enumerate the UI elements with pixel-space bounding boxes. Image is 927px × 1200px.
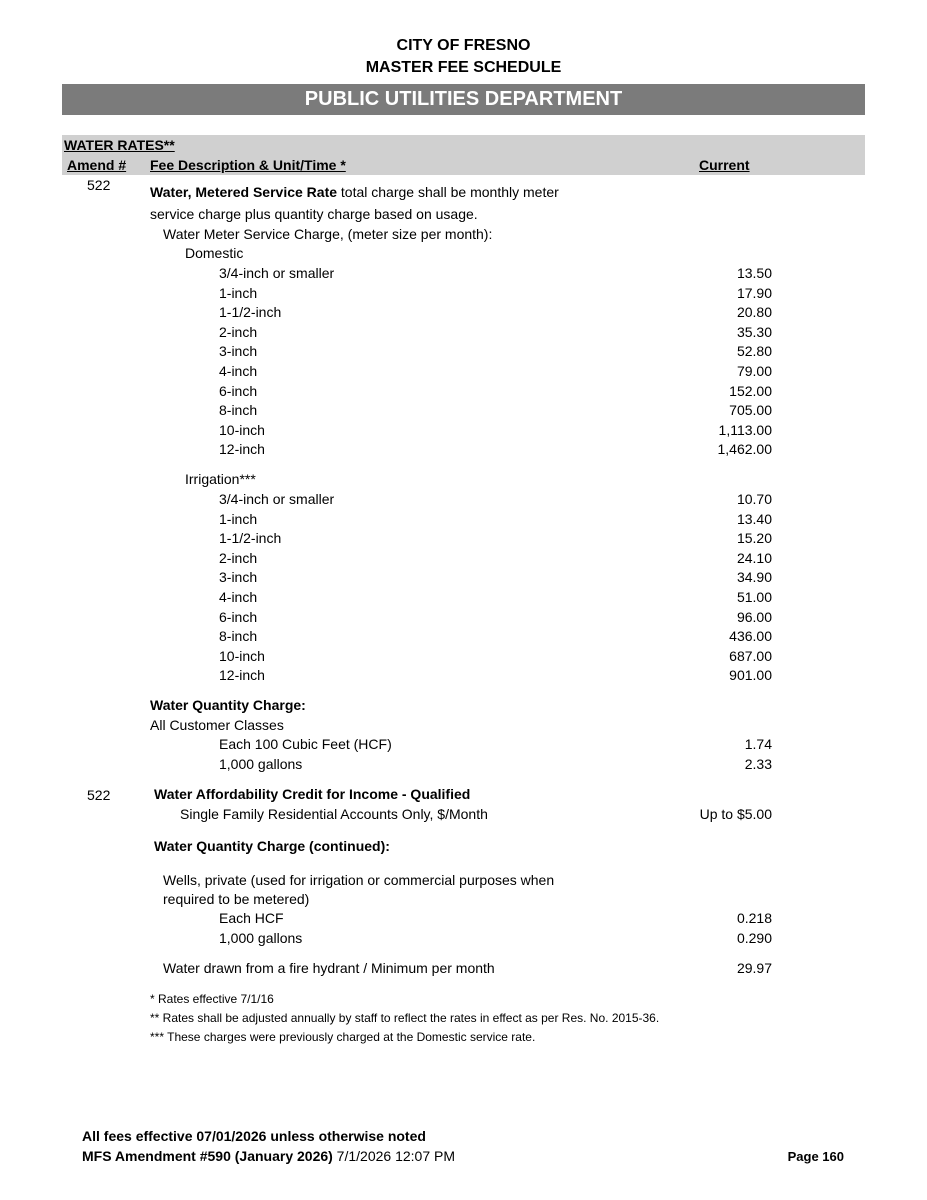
page-number: Page 160 (787, 1149, 844, 1164)
meter-size-label: 1-inch (219, 510, 258, 527)
wells-hcf-fee: 0.218 (736, 910, 772, 926)
wells-description-line2: required to be metered) (163, 891, 310, 907)
metered-service-title-rest: total charge shall be monthly meter (337, 184, 559, 200)
quantity-classes: All Customer Classes (150, 717, 284, 733)
section-title: WATER RATES** (64, 137, 175, 153)
metered-service-title-bold: Water, Metered Service Rate (150, 184, 338, 200)
quantity-hcf-label: Each 100 Cubic Feet (HCF) (219, 736, 392, 752)
meter-size-label: 8-inch (219, 402, 258, 419)
meter-size-fee: 20.80 (736, 304, 772, 321)
meter-size-label: 12-inch (219, 441, 265, 458)
quantity-charge-title: Water Quantity Charge: (150, 697, 306, 713)
footnote-2: ** Rates shall be adjusted annually by staff to reflect the rates in effect as per Res. No. 2015-36. (150, 1011, 660, 1025)
meter-size-fee: 17.90 (736, 284, 772, 301)
wells-description-line1: Wells, private (used for irrigation or commercial purposes when (163, 872, 555, 888)
meter-size-fee: 436.00 (729, 628, 772, 645)
wells-gallons-label: 1,000 gallons (219, 930, 303, 946)
meter-size-label: 10-inch (219, 421, 265, 438)
quantity-continued-title: Water Quantity Charge (continued): (154, 838, 390, 854)
meter-size-fee: 34.90 (736, 569, 772, 586)
meter-size-label: 6-inch (219, 608, 258, 625)
footer-amendment (82, 1148, 455, 1165)
meter-size-fee: 35.30 (736, 323, 772, 340)
meter-service-charge-label: Water Meter Service Charge, (meter size per month): (163, 226, 493, 242)
domestic-label: Domestic (185, 245, 244, 261)
affordability-title: Water Affordability Credit for Income - Qualified (154, 786, 471, 802)
meter-size-label: 2-inch (219, 323, 258, 340)
wells-hcf-label: Each HCF (219, 910, 284, 926)
meter-size-fee: 24.10 (736, 549, 772, 566)
quantity-gallons-fee: 2.33 (744, 756, 772, 772)
meter-size-fee: 13.40 (736, 510, 772, 527)
meter-size-fee: 79.00 (736, 363, 772, 379)
meter-size-label: 4-inch (219, 589, 258, 605)
meter-size-label: 12-inch (219, 667, 265, 684)
irrigation-label: Irrigation*** (185, 471, 256, 487)
meter-size-label: 8-inch (219, 628, 258, 645)
meter-size-label: 1-1/2-inch (219, 530, 282, 547)
meter-size-fee: 705.00 (729, 402, 772, 419)
meter-size-label: 10-inch (219, 647, 265, 664)
metered-service-title (150, 184, 559, 201)
meter-size-fee: 1,113.00 (718, 421, 772, 438)
meter-size-fee: 1,462.00 (717, 441, 772, 458)
city-title: CITY OF FRESNO (396, 37, 531, 54)
schedule-title: MASTER FEE SCHEDULE (365, 59, 562, 76)
meter-size-label: 1-inch (219, 284, 258, 301)
meter-size-fee: 52.80 (736, 343, 772, 360)
meter-size-label: 3/4-inch or smaller (219, 265, 335, 281)
metered-service-line2: service charge plus quantity charge based on usage. (150, 206, 478, 222)
affordability-description: Single Family Residential Accounts Only, $/Month (180, 806, 488, 822)
fire-hydrant-label: Water drawn from a fire hydrant / Minimum per month (163, 960, 495, 976)
meter-size-fee: 15.20 (736, 530, 772, 547)
meter-size-label: 3-inch (219, 343, 258, 360)
meter-size-label: 3/4-inch or smaller (219, 491, 335, 507)
department-banner: PUBLIC UTILITIES DEPARTMENT (62, 84, 865, 115)
footnote-1: * Rates effective 7/1/16 (150, 992, 274, 1006)
quantity-hcf-fee: 1.74 (744, 736, 772, 752)
meter-size-label: 2-inch (219, 549, 258, 566)
footer-effective-note: All fees effective 07/01/2026 unless otherwise noted (82, 1128, 426, 1144)
affordability-fee: Up to $5.00 (699, 806, 772, 822)
meter-size-fee: 10.70 (736, 491, 772, 507)
affordability-amend-number: 522 (87, 787, 111, 803)
quantity-gallons-label: 1,000 gallons (219, 756, 303, 772)
meter-size-label: 3-inch (219, 569, 258, 586)
meter-size-fee: 152.00 (729, 382, 772, 399)
meter-size-label: 4-inch (219, 363, 258, 379)
meter-size-fee: 687.00 (729, 647, 772, 664)
meter-size-label: 6-inch (219, 382, 258, 399)
column-header-description: Fee Description & Unit/Time * (150, 157, 346, 173)
column-header-current: Current (699, 157, 750, 173)
footer-amendment-bold: MFS Amendment #590 (January 2026) (82, 1148, 333, 1164)
fire-hydrant-fee: 29.97 (736, 960, 772, 976)
footer-timestamp: 7/1/2026 12:07 PM (332, 1148, 455, 1164)
meter-size-fee: 901.00 (729, 667, 772, 684)
column-header-amend: Amend # (67, 157, 127, 173)
meter-size-fee: 13.50 (736, 265, 772, 281)
meter-size-label: 1-1/2-inch (219, 304, 282, 321)
footnote-3: *** These charges were previously charged at the Domestic service rate. (150, 1030, 536, 1044)
amend-number: 522 (87, 177, 111, 193)
meter-size-fee: 51.00 (736, 589, 772, 605)
meter-size-fee: 96.00 (736, 608, 772, 625)
wells-gallons-fee: 0.290 (736, 930, 772, 946)
